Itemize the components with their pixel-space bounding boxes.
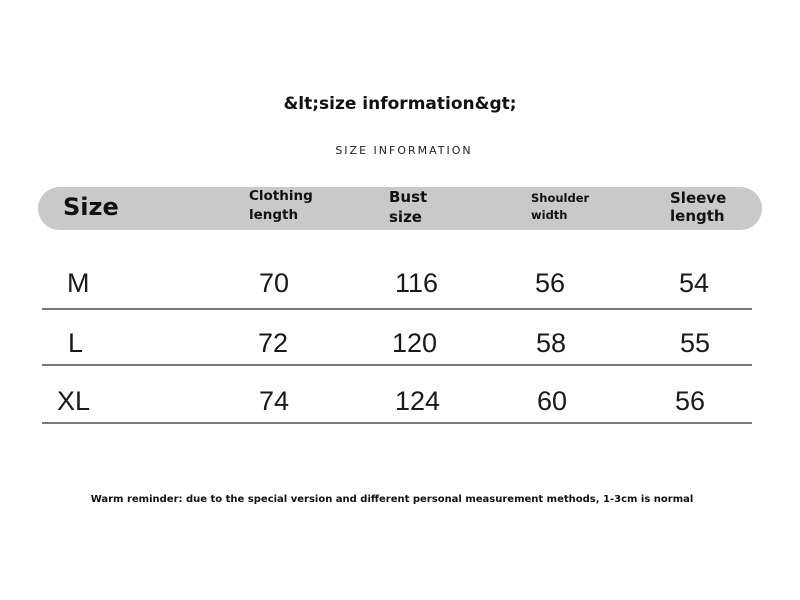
size-table-header — [38, 187, 762, 230]
row-bust-size: 124 — [395, 386, 441, 416]
header-bust-size: Bust size — [389, 188, 428, 226]
page-subtitle: SIZE INFORMATION — [335, 144, 473, 157]
row-bust-size: 120 — [392, 328, 438, 358]
header-size: Size — [63, 193, 119, 221]
row-size: XL — [57, 386, 91, 416]
row-sleeve-length: 54 — [679, 268, 710, 298]
header-clothing-length: Clothing length — [249, 188, 313, 223]
table-row — [42, 328, 752, 366]
row-shoulder-width: 58 — [536, 328, 567, 358]
row-size: L — [68, 328, 84, 358]
table-row — [42, 386, 752, 424]
table-row — [42, 268, 752, 310]
header-shoulder-width: Shoulder width — [531, 191, 590, 222]
row-sleeve-length: 55 — [680, 328, 711, 358]
row-clothing-length: 74 — [259, 386, 290, 416]
row-bust-size: 116 — [395, 268, 439, 298]
warm-reminder-note: Warm reminder: due to the special version and different personal measurement methods, 1-3cm is normal — [90, 494, 694, 505]
page-title: &lt;size information&gt; — [283, 94, 517, 114]
row-shoulder-width: 60 — [537, 386, 568, 416]
row-clothing-length: 72 — [258, 328, 289, 358]
row-clothing-length: 70 — [259, 268, 290, 298]
row-sleeve-length: 56 — [675, 386, 706, 416]
row-shoulder-width: 56 — [535, 268, 566, 298]
row-size: M — [67, 268, 90, 298]
header-sleeve-length: Sleeve length — [670, 189, 727, 225]
